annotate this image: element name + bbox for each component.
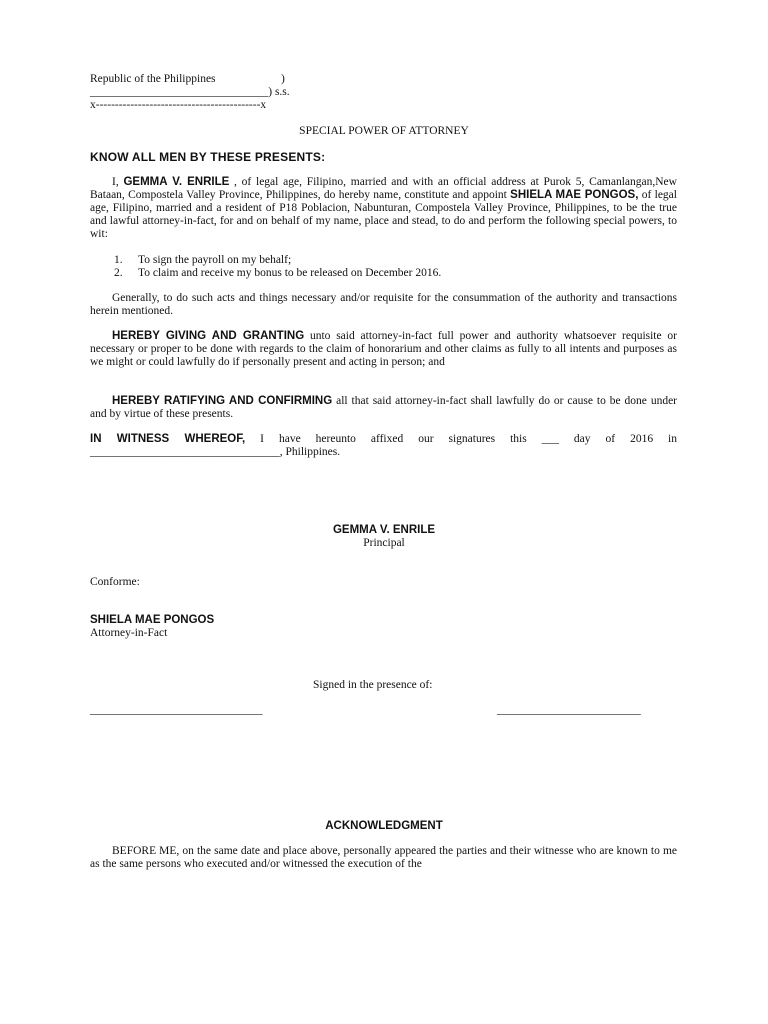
power-text: To sign the payroll on my behalf; [138, 254, 292, 266]
caption-paren: ) [281, 73, 285, 85]
witness-signature-line-1: ______________________________ [90, 704, 263, 716]
attorney-signature-name: SHIELA MAE PONGOS [90, 614, 215, 626]
witness-bold: IN WITNESS WHEREOF, [90, 433, 246, 445]
power-number: 1. [114, 254, 123, 266]
giving-bold: HEREBY GIVING AND GRANTING [112, 330, 305, 342]
ratifying-bold: HEREBY RATIFYING AND CONFIRMING [112, 395, 333, 407]
generally-paragraph: Generally, to do such acts and things necessary and/or requisite for the consummation of the authority and transactions herein mentioned. [90, 292, 677, 317]
power-item-2 [114, 267, 441, 280]
p1-mid1: , of legal age, Filipino, married and with an official address at Purok 5, Camanlangan,New Bataan, Compostela Valley Province, Philippines, do hereby name, constitute and appoint [90, 176, 677, 201]
presence-label: Signed in the presence of: [313, 679, 433, 691]
principal-signature-title: Principal [363, 537, 405, 549]
attorney-name-inline: SHIELA MAE PONGOS, [510, 189, 639, 201]
witness-paragraph [90, 433, 677, 459]
appointment-paragraph [90, 176, 677, 241]
p1-mid2: of legal age, Filipino, married and a resident of P18 Poblacion, Nabunturan, Compostela Valley Province, Philippines, to be the true and lawful attorney-in-fact, for and on behalf of my name, place and stead, to do and perform the following special powers, to wit: [90, 189, 677, 240]
principal-name-inline: GEMMA V. ENRILE [123, 176, 230, 188]
ratifying-paragraph [90, 395, 677, 421]
document-title: SPECIAL POWER OF ATTORNEY [299, 125, 469, 137]
conforme-label: Conforme: [90, 576, 140, 588]
acknowledgment-paragraph: BEFORE ME, on the same date and place above, personally appeared the parties and their witnesse who are known to me as the same persons who executed and/or witnessed the execution of the [90, 845, 677, 870]
power-number: 2. [114, 267, 123, 279]
power-text: To claim and receive my bonus to be released on December 2016. [138, 267, 442, 279]
caption-republic [90, 73, 216, 86]
acknowledgment-title: ACKNOWLEDGMENT [325, 820, 443, 832]
p1-start: I, [112, 176, 124, 188]
ratifying-text: all that said attorney-in-fact shall lawfully do or cause to be done under and by virtue of these presents. [90, 395, 677, 420]
witness-text: I have hereunto affixed our signatures this ___ day of 2016 in _________________________________, Philippines. [90, 433, 677, 458]
republic-text: Republic of the Philippines [90, 73, 216, 85]
witness-signature-line-2: _________________________ [497, 704, 641, 716]
giving-granting-paragraph [90, 330, 677, 369]
power-item-1 [114, 254, 291, 267]
caption-venue-line: _______________________________) s.s. [90, 86, 290, 98]
caption-x-line: x-------------------------------------------x [90, 99, 267, 111]
know-all-heading: KNOW ALL MEN BY THESE PRESENTS: [90, 150, 326, 164]
attorney-signature-title: Attorney-in-Fact [90, 627, 168, 639]
giving-text: unto said attorney-in-fact full power and authority whatsoever requisite or necessary or proper to be done with regards to the claim of honorarium and other claims as fully to all intents and purposes as we might or could lawfully do if personally present and acting in person; and [90, 330, 677, 368]
principal-signature-name: GEMMA V. ENRILE [332, 524, 436, 536]
